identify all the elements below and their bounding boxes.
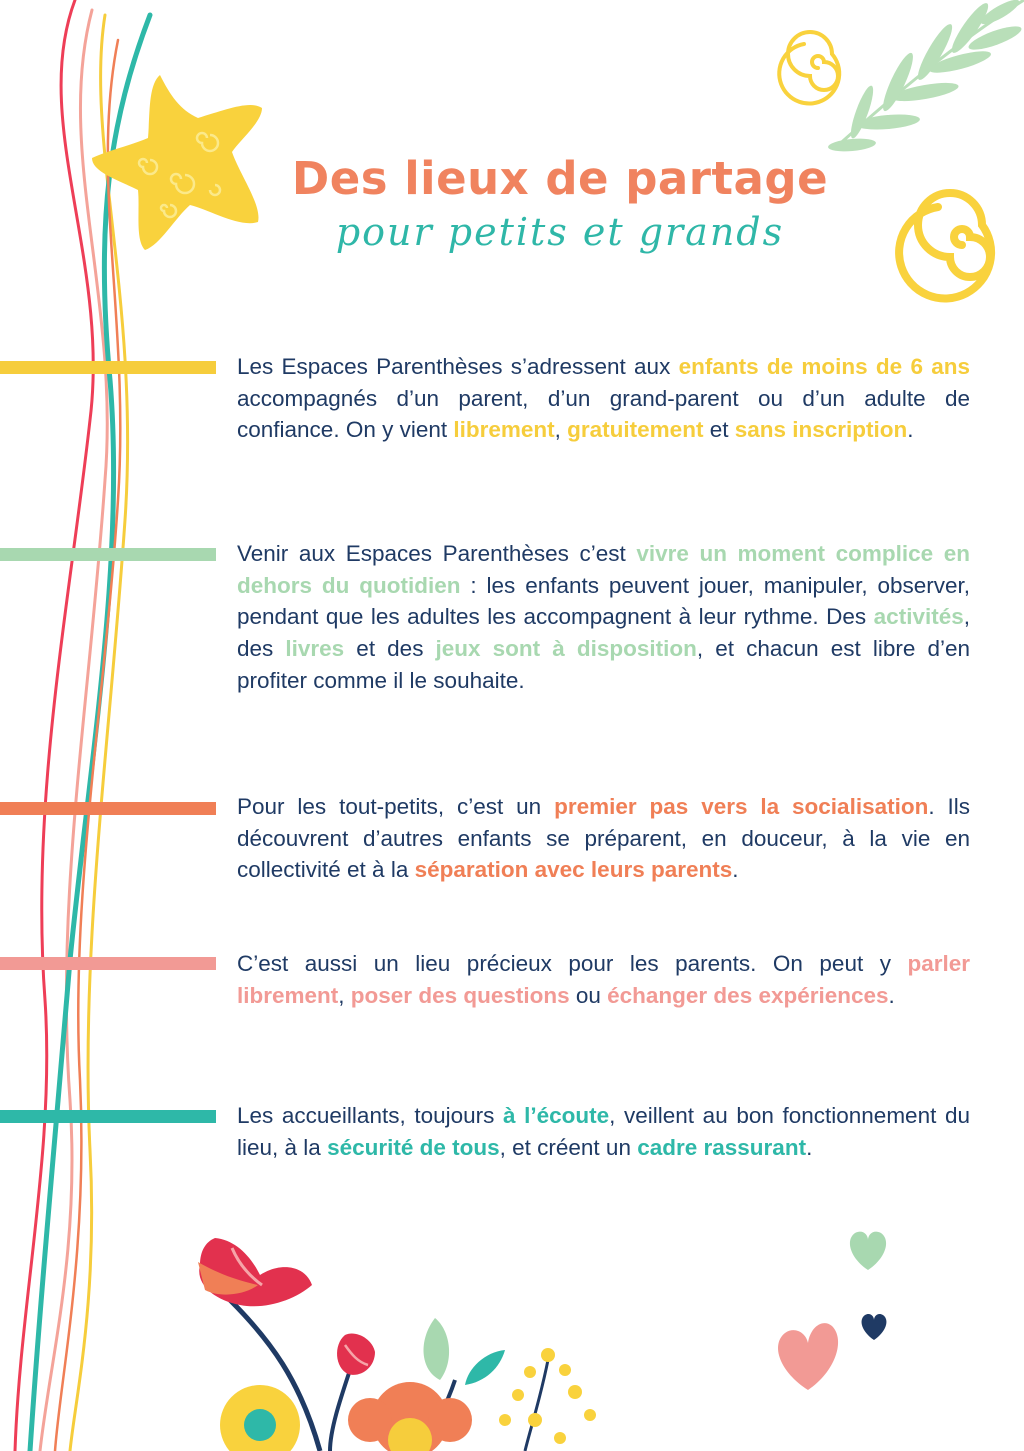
section-bar-teal [0, 1110, 216, 1123]
highlight: parler librement [237, 951, 970, 1008]
text: , [554, 417, 568, 443]
highlight: à l’écoute [503, 1103, 610, 1128]
wavy-lines [15, 0, 150, 1451]
flower-illustration [198, 1238, 596, 1451]
text: . [806, 1134, 813, 1160]
text: Les accueillants, toujours [237, 1103, 503, 1128]
highlight: sécurité de tous [327, 1134, 500, 1160]
paragraph-1 [237, 351, 970, 446]
highlight: vivre un moment complice en dehors du quotidien [237, 541, 970, 598]
highlight: activités [873, 604, 964, 630]
highlight: gratuitement [567, 417, 704, 443]
text: Pour les tout-petits, c’est un [237, 794, 555, 819]
text: : les enfants peuvent jouer, manipuler, observer, pendant que les adultes les accompagnent à leur rythme. Des [237, 572, 971, 630]
page-subtitle: pour petits et grands [335, 210, 785, 254]
leaf-icon [828, 0, 1024, 153]
text: . [907, 417, 914, 443]
paragraph-4 [237, 948, 970, 1011]
text: ou [569, 982, 608, 1008]
paragraph-3 [237, 791, 970, 886]
section-bar-pink [0, 957, 216, 970]
highlight: cadre rassurant [637, 1134, 807, 1160]
text: , et chacun est libre d’en profiter comme il le souhaite. [237, 636, 971, 693]
highlight: sans inscription [734, 417, 908, 443]
highlight: échanger des expériences [607, 982, 889, 1008]
text: Les Espaces Parenthèses s’adressent aux [237, 354, 679, 379]
text: accompagnés d’un parent, d’un grand-parent ou d’un adulte de confiance. On y vient [237, 385, 970, 443]
paragraph-2 [237, 538, 970, 697]
highlight: enfants de moins de 6 ans [678, 354, 971, 379]
text: C’est aussi un lieu précieux pour les parents. On peut y [237, 951, 908, 976]
text: , [338, 982, 351, 1008]
title-block [260, 150, 860, 256]
heart-icon [850, 1232, 886, 1270]
page-title: Des lieux de partage [291, 152, 829, 205]
text: Venir aux Espaces Parenthèses c’est [237, 541, 637, 566]
highlight: librement [453, 417, 555, 443]
heart-icon [862, 1314, 887, 1340]
text: , veillent au bon fonctionnement du lieu, à la [237, 1103, 970, 1160]
text: . [732, 857, 739, 883]
text: et [703, 417, 735, 443]
highlight: premier pas vers la socialisation [554, 794, 929, 819]
heart-icon [778, 1323, 838, 1390]
text: , des [237, 604, 970, 662]
text: . [888, 982, 895, 1008]
highlight: jeux sont à disposition [435, 636, 697, 662]
section-bar-orange [0, 802, 216, 815]
section-bar-yellow [0, 361, 216, 374]
highlight: livres [285, 636, 345, 662]
text: , et créent un [499, 1134, 638, 1160]
highlight: poser des questions [350, 982, 570, 1008]
text: et des [344, 636, 436, 662]
highlight: séparation avec leurs parents [414, 857, 733, 883]
paragraph-5 [237, 1100, 970, 1163]
star-icon [92, 75, 262, 250]
section-bar-green [0, 548, 216, 561]
text: . Ils découvrent d’autres enfants se préparent, en douceur, à la vie en collectivité et à la [237, 794, 970, 883]
